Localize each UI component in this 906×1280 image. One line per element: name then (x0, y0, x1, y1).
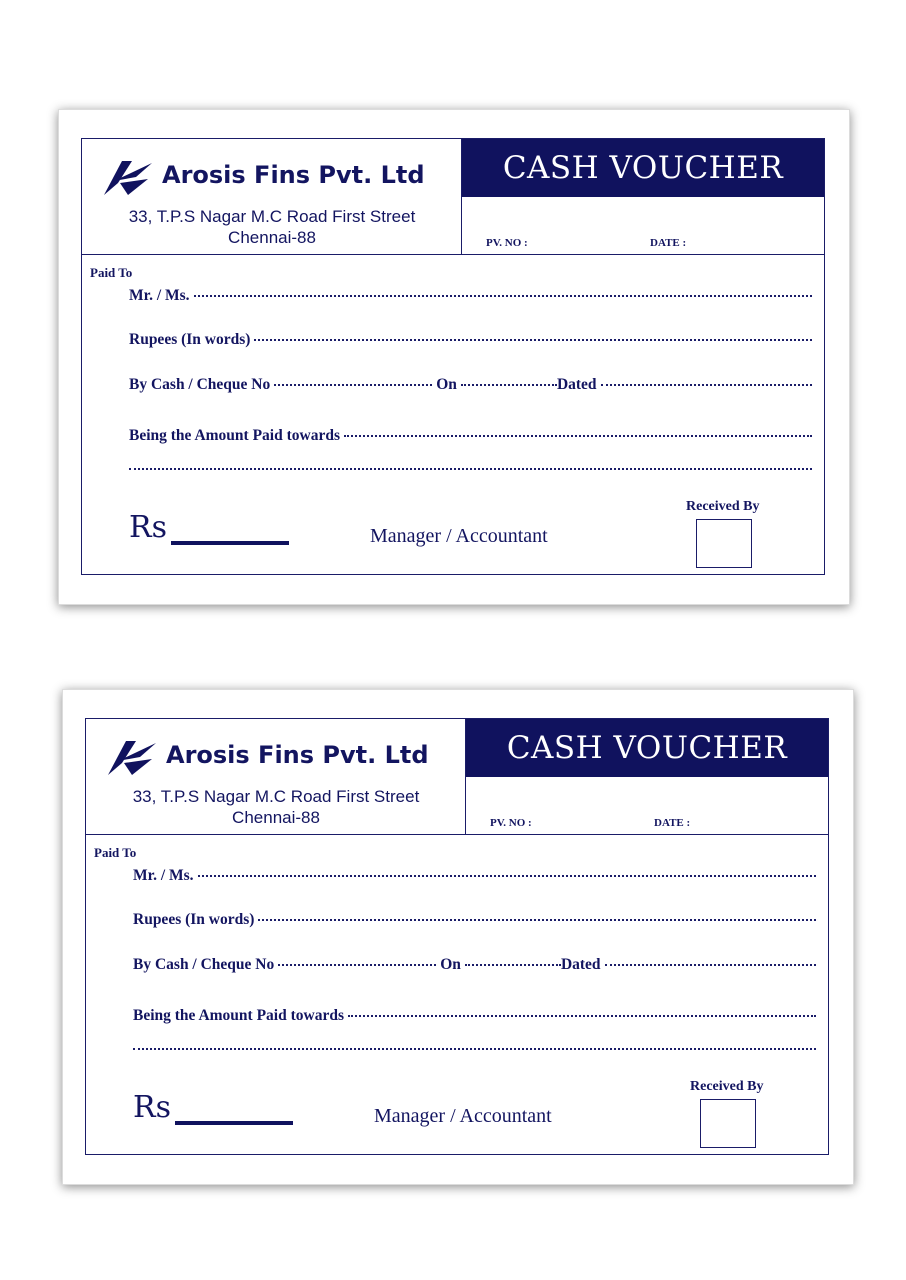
dated-field[interactable] (605, 964, 816, 966)
rupees-line (133, 911, 816, 929)
company-name: Arosis Fins Pvt. Ltd (162, 161, 425, 189)
payee-line (129, 287, 812, 305)
company-address-line2: Chennai-88 (228, 228, 316, 247)
voucher-sheet-2 (62, 689, 854, 1185)
on-label: On (436, 376, 457, 393)
dated-field[interactable] (601, 384, 812, 386)
manager-accountant-label: Manager / Accountant (374, 1105, 552, 1127)
paid-to-label: Paid To (90, 265, 133, 280)
cash-voucher (81, 138, 825, 575)
being-label: Being the Amount Paid towards (129, 427, 340, 444)
cash-voucher (85, 718, 829, 1155)
dated-label: Dated (560, 956, 601, 973)
received-by-label: Received By (690, 1079, 764, 1094)
on-field[interactable] (465, 964, 561, 966)
rupees-line (129, 331, 812, 349)
paid-to-label: Paid To (94, 845, 137, 860)
on-label: On (440, 956, 461, 973)
rupees-label: Rupees (In words) (129, 331, 251, 348)
rs-label: Rs (133, 1090, 171, 1125)
payee-field[interactable] (198, 875, 816, 877)
being-continuation-line (133, 1051, 816, 1053)
pv-no-label: PV. NO : (490, 817, 532, 829)
company-header (86, 719, 466, 835)
being-continuation-field[interactable] (133, 1048, 816, 1050)
mr-ms-label: Mr. / Ms. (133, 867, 194, 884)
on-field[interactable] (461, 384, 557, 386)
voucher-sheet-1 (58, 109, 850, 605)
voucher-title: CASH VOUCHER (466, 719, 828, 777)
arrow-wing-logo-icon (106, 737, 158, 777)
being-label: Being the Amount Paid towards (133, 1007, 344, 1024)
being-field[interactable] (344, 435, 812, 437)
arrow-wing-logo-icon (102, 157, 154, 197)
payee-line (133, 867, 816, 885)
amount-field[interactable] (171, 541, 289, 545)
cheque-line (129, 376, 812, 394)
rupees-field[interactable] (258, 919, 816, 921)
by-cash-label: By Cash / Cheque No (129, 376, 271, 393)
rupees-field[interactable] (254, 339, 812, 341)
voucher-title-panel (462, 139, 824, 255)
received-by-signature-box[interactable] (696, 519, 752, 568)
by-cash-label: By Cash / Cheque No (133, 956, 275, 973)
company-name: Arosis Fins Pvt. Ltd (166, 741, 429, 769)
cheque-no-field[interactable] (278, 964, 436, 966)
being-continuation-field[interactable] (129, 468, 812, 470)
voucher-title-panel (466, 719, 828, 835)
company-address-line1: 33, T.P.S Nagar M.C Road First Street (132, 787, 420, 806)
rs-label: Rs (129, 510, 167, 545)
pv-no-label: PV. NO : (486, 237, 528, 249)
voucher-title: CASH VOUCHER (462, 139, 824, 197)
company-address-line2: Chennai-88 (232, 808, 320, 827)
manager-accountant-label: Manager / Accountant (370, 525, 548, 547)
mr-ms-label: Mr. / Ms. (129, 287, 190, 304)
amount-field[interactable] (175, 1121, 293, 1125)
date-label: DATE : (654, 817, 691, 829)
received-by-label: Received By (686, 499, 760, 514)
being-continuation-line (129, 471, 812, 473)
company-address-line1: 33, T.P.S Nagar M.C Road First Street (128, 207, 416, 226)
being-field[interactable] (348, 1015, 816, 1017)
received-by-signature-box[interactable] (700, 1099, 756, 1148)
payee-field[interactable] (194, 295, 812, 297)
date-label: DATE : (650, 237, 687, 249)
rupees-label: Rupees (In words) (133, 911, 255, 928)
company-header (82, 139, 462, 255)
dated-label: Dated (556, 376, 597, 393)
cheque-line (133, 956, 816, 974)
cheque-no-field[interactable] (274, 384, 432, 386)
being-line (129, 427, 812, 445)
being-line (133, 1007, 816, 1025)
